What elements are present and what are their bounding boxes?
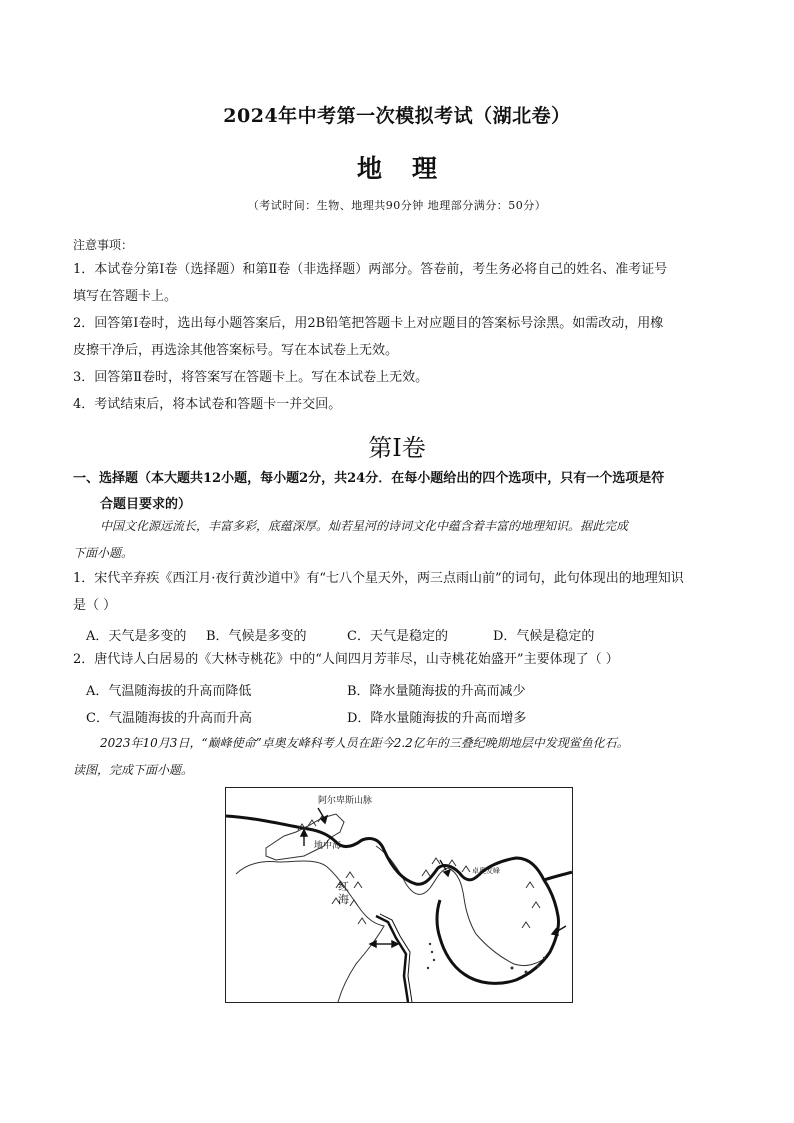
cho-oyu-label: 卓奥友峰 (472, 867, 500, 875)
intro-text: 中国文化源远流长，丰富多彩，底蕴深厚。灿若星河的诗词文化中蕴含着丰富的地理知识。据此完成 (100, 519, 629, 533)
southeast-asia-coast (476, 934, 548, 966)
q1-option-a[interactable]: A．天气是多变的 (86, 629, 187, 644)
part-title: 第Ⅰ卷 (368, 434, 426, 462)
q2-option-c[interactable]: C．气温随海拔的升高而升高 (86, 711, 252, 726)
exam-title: 2024年中考第一次模拟考试（湖北卷） (223, 105, 571, 127)
mediterranean-label: 地中海 (314, 841, 342, 851)
intro-text: 读图，完成下面小题。 (73, 763, 194, 777)
ocean-ridge (376, 916, 408, 1002)
mountain-symbols (298, 816, 540, 928)
section-heading-line: 一、选择题（本大题共12小题，每小题2分，共24分．在每小题给出的四个选项中，只有一个选项是符 (73, 471, 665, 486)
question-1-stem: 是（ ） (73, 598, 117, 613)
notes-heading: 注意事项： (73, 238, 134, 252)
plate-boundary (544, 872, 572, 880)
note-line: 3．回答第Ⅱ卷时，将答案写在答题卡上。写在本试卷上无效。 (73, 370, 429, 385)
subject-title: 地理 (356, 154, 467, 183)
note-line: 2．回答第Ⅰ卷时，选出每小题答案后，用2B铅笔把答题卡上对应题目的答案标号涂黑。如需改动，用橡 (73, 316, 664, 331)
question-2-stem: 2．唐代诗人白居易的《大林寺桃花》中的“人间四月芳菲尽，山寺桃花始盛开”主要体现了（ ） (73, 652, 619, 667)
note-line: 填写在答题卡上。 (73, 289, 178, 304)
q1-option-d[interactable]: D．气候是稳定的 (493, 629, 595, 644)
section-heading-line: 合题目要求的） (100, 497, 192, 512)
plate-map-drawing (226, 788, 572, 1002)
plate-map (225, 787, 573, 1003)
q1-option-c[interactable]: C．天气是稳定的 (347, 629, 448, 644)
q2-option-a[interactable]: A．气温随海拔的升高而降低 (86, 684, 252, 699)
question-1-stem: 1．宋代辛弃疾《西江月·夜行黄沙道中》有“七八个星天外，两三点雨山前”的词句，此句体现出的地理知识 (73, 571, 684, 586)
note-line: 1．本试卷分第Ⅰ卷（选择题）和第Ⅱ卷（非选择题）两部分。答卷前，考生务必将自己的姓名、准考证号 (73, 262, 668, 277)
q2-option-d[interactable]: D．降水量随海拔的升高而增多 (347, 711, 527, 726)
red-sea-label: 红海 (338, 880, 349, 906)
asia-coast (376, 846, 476, 934)
africa-coast (236, 861, 384, 1002)
exam-meta: （考试时间：生物、地理共90分钟 地理部分满分：50分） (247, 199, 547, 212)
q1-option-b[interactable]: B．气候是多变的 (206, 629, 307, 644)
intro-text: 下面小题。 (73, 546, 134, 560)
alps-label: 阿尔卑斯山脉 (318, 796, 373, 806)
note-line: 皮擦干净后，再选涂其他答案标号。写在本试卷上无效。 (73, 343, 399, 358)
intro-text: 2023年10月3日，“巅峰使命”卓奥友峰科考人员在距今2.2亿年的三叠纪晚期地层中发现鲎鱼化石。 (100, 736, 629, 750)
note-line: 4．考试结束后，将本试卷和答题卡一并交回。 (73, 397, 342, 412)
q2-option-b[interactable]: B．降水量随海拔的升高而减少 (347, 684, 526, 699)
section-heading (73, 466, 733, 518)
